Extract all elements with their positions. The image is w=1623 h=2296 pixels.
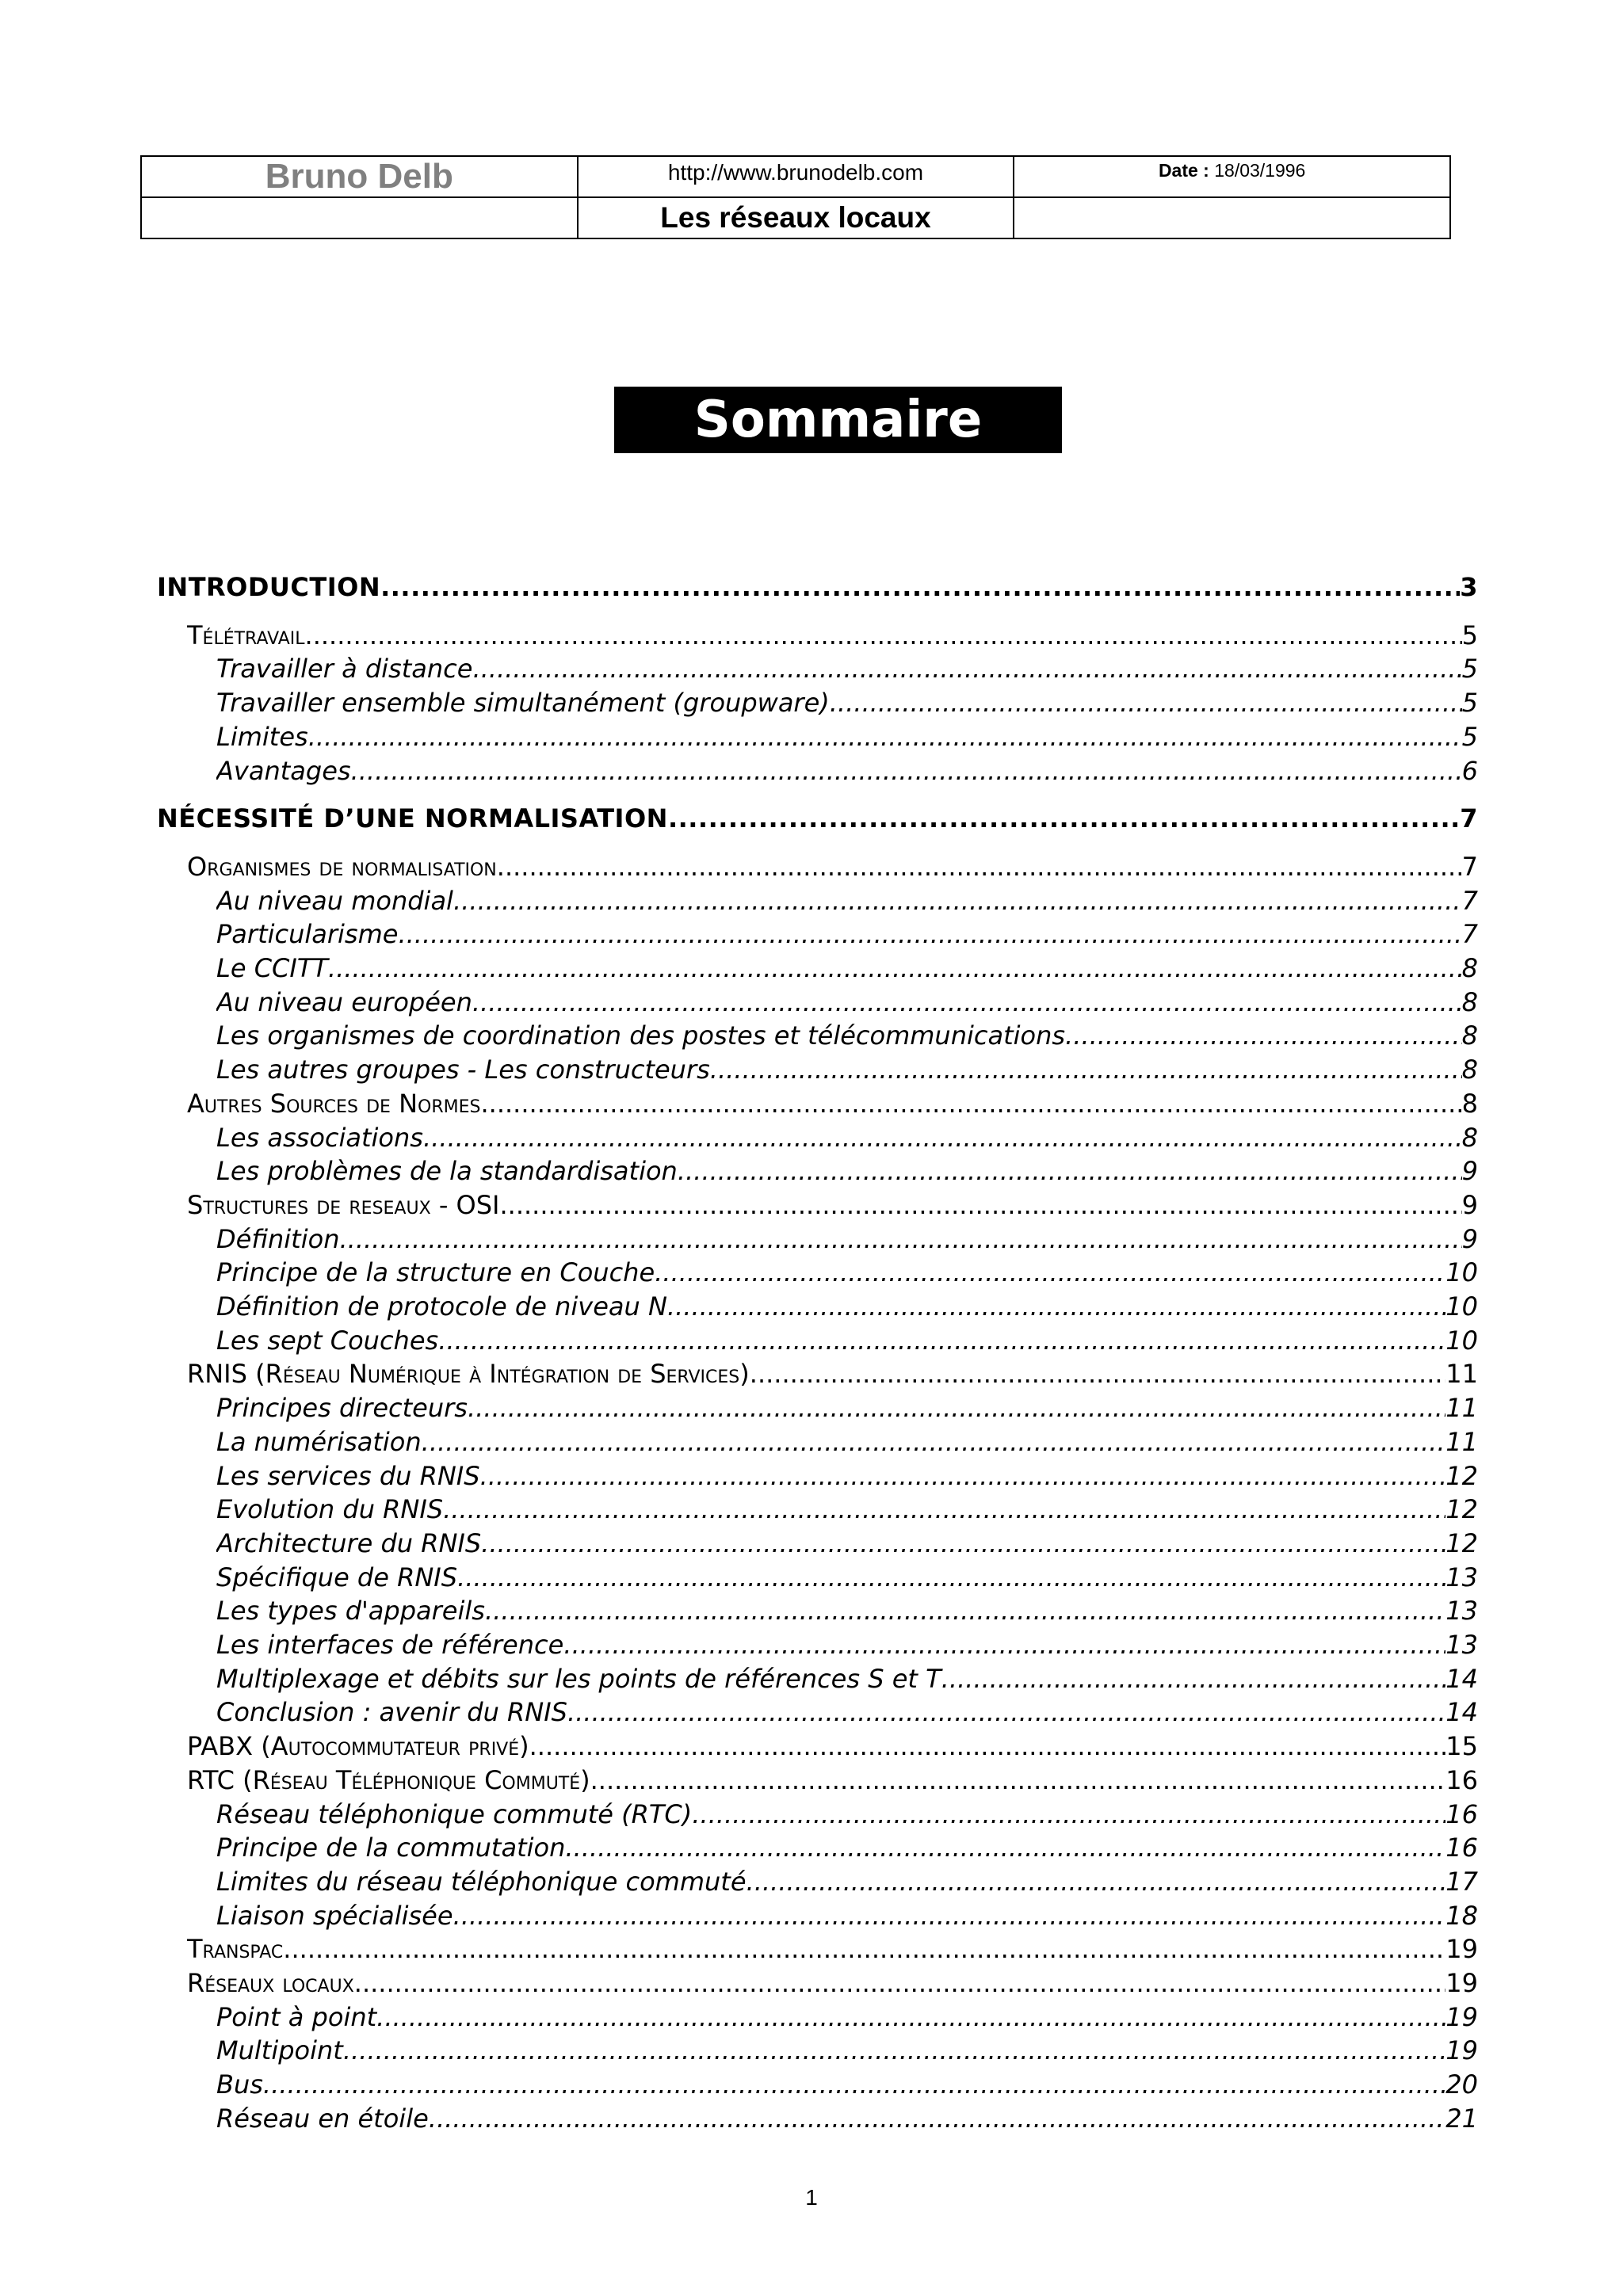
website-url: http://www.brunodelb.com	[578, 156, 1014, 197]
toc-entry[interactable]	[187, 1731, 1478, 1761]
toc-entry[interactable]	[187, 1089, 1478, 1119]
toc-dot-leader	[343, 2035, 1445, 2065]
toc-dot-leader	[499, 1190, 1461, 1220]
toc-entry-page: 11	[1445, 1427, 1478, 1457]
toc-entry[interactable]	[216, 1291, 1478, 1322]
toc-entry-page: 18	[1445, 1901, 1478, 1931]
toc-entry-label: RTC (Réseau Téléphonique Commuté)	[187, 1765, 590, 1795]
toc-entry-label: NÉCESSITÉ D’UNE NORMALISATION	[157, 803, 668, 833]
toc-entry-page: 8	[1461, 1020, 1478, 1051]
toc-entry-label: Définition de protocole de niveau N	[216, 1291, 667, 1322]
toc-entry[interactable]	[216, 722, 1478, 752]
date-value: 18/03/1996	[1214, 160, 1306, 181]
toc-entry-label: Transpac	[187, 1934, 284, 1964]
author-name: Bruno Delb	[141, 156, 578, 197]
toc-entry[interactable]	[157, 803, 1478, 833]
toc-dot-leader	[668, 803, 1460, 833]
toc-entry[interactable]	[216, 1224, 1478, 1254]
toc-entry-label: La numérisation	[216, 1427, 422, 1457]
toc-entry-label: Travailler ensemble simultanément (groupware)	[216, 688, 830, 718]
toc-entry[interactable]	[216, 1461, 1478, 1491]
toc-entry-page: 8	[1461, 1055, 1478, 1085]
toc-entry-page: 9	[1461, 1224, 1478, 1254]
toc-entry-label: Autres Sources de Normes	[187, 1089, 481, 1119]
toc-entry[interactable]	[216, 919, 1478, 949]
toc-entry-page: 5	[1461, 688, 1478, 718]
toc-dot-leader	[457, 1562, 1445, 1592]
toc-entry-page: 7	[1460, 803, 1478, 833]
toc-dot-leader	[429, 2103, 1446, 2134]
toc-entry[interactable]	[216, 1156, 1478, 1186]
toc-entry-page: 16	[1445, 1765, 1478, 1795]
page-number: 1	[805, 2185, 818, 2210]
toc-entry[interactable]	[216, 1833, 1478, 1863]
toc-dot-leader	[480, 1089, 1461, 1119]
toc-entry-page: 7	[1461, 852, 1478, 882]
toc-entry-label: Travailler à distance	[216, 654, 473, 684]
toc-entry[interactable]	[187, 1359, 1478, 1389]
toc-entry-label: Réseaux locaux	[187, 1968, 354, 1998]
toc-entry-label: Les interfaces de référence	[216, 1630, 564, 1660]
toc-entry-label: Définition	[216, 1224, 340, 1254]
toc-entry-label: Organismes de normalisation	[187, 852, 497, 882]
toc-entry-page: 12	[1445, 1461, 1478, 1491]
toc-dot-leader	[438, 1325, 1445, 1356]
toc-entry-page: 8	[1461, 953, 1478, 983]
date-label: Date :	[1158, 160, 1209, 181]
toc-entry-page: 5	[1461, 722, 1478, 752]
toc-dot-leader	[453, 1901, 1446, 1931]
toc-entry[interactable]	[216, 2103, 1478, 2134]
toc-entry[interactable]	[216, 1901, 1478, 1931]
empty-cell	[141, 197, 578, 238]
toc-entry-label: Limites	[216, 722, 308, 752]
toc-entry[interactable]	[216, 1393, 1478, 1423]
toc-entry-page: 10	[1445, 1325, 1478, 1356]
toc-dot-leader	[376, 2002, 1445, 2032]
toc-entry-page: 13	[1445, 1596, 1478, 1626]
toc-entry-label: Conclusion : avenir du RNIS	[216, 1697, 567, 1727]
toc-entry-page: 11	[1445, 1393, 1478, 1423]
toc-entry-label: Les sept Couches	[216, 1325, 439, 1356]
toc-dot-leader	[398, 919, 1461, 949]
toc-entry-page: 16	[1445, 1799, 1478, 1829]
toc-entry-label: Les types d'appareils	[216, 1596, 485, 1626]
toc-entry[interactable]	[216, 1427, 1478, 1457]
toc-entry[interactable]	[157, 572, 1478, 602]
toc-entry-label: Les autres groupes - Les constructeurs	[216, 1055, 710, 1085]
document-subject: Les réseaux locaux	[578, 197, 1014, 238]
toc-entry-label: Les problèmes de la standardisation	[216, 1156, 678, 1186]
toc-entry-page: 19	[1445, 1968, 1478, 1998]
toc-dot-leader	[485, 1596, 1445, 1626]
toc-dot-leader	[563, 1630, 1445, 1660]
toc-dot-leader	[453, 886, 1462, 916]
toc-entry[interactable]	[216, 1799, 1478, 1829]
toc-entry-label: Au niveau européen	[216, 987, 472, 1017]
toc-entry-label: RNIS (Réseau Numérique à Intégration de Services)	[187, 1359, 750, 1389]
toc-entry[interactable]	[216, 953, 1478, 983]
toc-entry-label: Le CCITT	[216, 953, 328, 983]
toc-entry[interactable]	[216, 1596, 1478, 1626]
toc-entry-page: 8	[1461, 1089, 1478, 1119]
toc-entry-page: 6	[1461, 756, 1478, 786]
toc-entry-label: Architecture du RNIS	[216, 1528, 482, 1558]
toc-dot-leader	[710, 1055, 1462, 1085]
toc-entry[interactable]	[216, 1697, 1478, 1727]
toc-entry-label: Structures de reseaux - OSI	[187, 1190, 500, 1220]
toc-entry-label: Liaison spécialisée	[216, 1901, 453, 1931]
toc-entry[interactable]	[216, 2069, 1478, 2100]
toc-dot-leader	[497, 852, 1462, 882]
toc-entry-label: Particularisme	[216, 919, 399, 949]
toc-entry-label: Réseau en étoile	[216, 2103, 429, 2134]
toc-entry-label: Bus	[216, 2069, 263, 2100]
toc-dot-leader	[354, 1968, 1446, 1998]
toc-dot-leader	[590, 1765, 1446, 1795]
toc-dot-leader	[305, 620, 1462, 650]
toc-entry-page: 5	[1461, 620, 1478, 650]
toc-entry[interactable]	[216, 654, 1478, 684]
toc-entry-label: Point à point	[216, 2002, 377, 2032]
toc-entry[interactable]	[216, 1325, 1478, 1356]
toc-dot-leader	[678, 1156, 1462, 1186]
document-header	[140, 155, 1451, 239]
toc-entry[interactable]	[187, 852, 1478, 882]
toc-entry-page: 21	[1445, 2103, 1478, 2134]
toc-entry[interactable]	[216, 1123, 1478, 1153]
toc-entry[interactable]	[187, 620, 1478, 650]
toc-dot-leader	[565, 1833, 1445, 1863]
toc-dot-leader	[351, 756, 1462, 786]
toc-entry-page: 16	[1445, 1833, 1478, 1863]
toc-entry[interactable]	[216, 1630, 1478, 1660]
toc-entry-label: Multipoint	[216, 2035, 343, 2065]
toc-entry-page: 3	[1460, 572, 1478, 602]
toc-entry-page: 12	[1445, 1528, 1478, 1558]
toc-dot-leader	[328, 953, 1462, 983]
toc-dot-leader	[1065, 1020, 1462, 1051]
toc-entry-label: Avantages	[216, 756, 351, 786]
toc-dot-leader	[480, 1461, 1446, 1491]
toc-entry-label: Télétravail	[187, 620, 305, 650]
toc-dot-leader	[423, 1123, 1462, 1153]
toc-dot-leader	[380, 572, 1460, 602]
toc-dot-leader	[283, 1934, 1445, 1964]
toc-dot-leader	[830, 688, 1462, 718]
toc-entry-label: Réseau téléphonique commuté (RTC)	[216, 1799, 693, 1829]
toc-entry-page: 20	[1445, 2069, 1478, 2100]
toc-entry[interactable]	[216, 1664, 1478, 1694]
toc-entry[interactable]	[216, 2035, 1478, 2065]
toc-dot-leader	[567, 1697, 1445, 1727]
toc-entry-page: 15	[1445, 1731, 1478, 1761]
toc-entry-page: 10	[1445, 1257, 1478, 1287]
toc-entry-label: Les associations	[216, 1123, 423, 1153]
toc-dot-leader	[472, 654, 1461, 684]
toc-entry-label: Multiplexage et débits sur les points de références S et T	[216, 1664, 941, 1694]
toc-entry-page: 17	[1445, 1867, 1478, 1897]
toc-entry-page: 19	[1445, 2002, 1478, 2032]
toc-entry-page: 14	[1445, 1664, 1478, 1694]
toc-entry-page: 14	[1445, 1697, 1478, 1727]
toc-entry[interactable]	[216, 1020, 1478, 1051]
toc-entry-label: Les organismes de coordination des postes et télécommunications	[216, 1020, 1066, 1051]
date-cell	[1014, 156, 1450, 197]
empty-cell	[1014, 197, 1450, 238]
toc-dot-leader	[472, 987, 1462, 1017]
toc-entry-page: 7	[1461, 886, 1478, 916]
toc-entry[interactable]	[187, 1934, 1478, 1964]
toc-dot-leader	[308, 722, 1462, 752]
toc-dot-leader	[750, 1359, 1446, 1389]
toc-entry[interactable]	[216, 1867, 1478, 1897]
toc-entry-page: 12	[1445, 1494, 1478, 1524]
toc-entry-page: 13	[1445, 1630, 1478, 1660]
toc-entry-page: 5	[1461, 654, 1478, 684]
toc-entry[interactable]	[216, 1528, 1478, 1558]
toc-dot-leader	[655, 1257, 1445, 1287]
toc-entry-page: 11	[1445, 1359, 1478, 1389]
toc-entry-label: INTRODUCTION	[157, 572, 381, 602]
toc-entry-label: Principe de la commutation	[216, 1833, 566, 1863]
toc-entry-page: 9	[1461, 1190, 1478, 1220]
toc-entry[interactable]	[187, 1765, 1478, 1795]
toc-entry[interactable]	[216, 1055, 1478, 1085]
page-title: Sommaire	[614, 387, 1062, 453]
toc-entry[interactable]	[216, 886, 1478, 916]
toc-entry-label: Limites du réseau téléphonique commuté	[216, 1867, 747, 1897]
toc-entry[interactable]	[216, 756, 1478, 786]
toc-entry-page: 10	[1445, 1291, 1478, 1322]
toc-dot-leader	[422, 1427, 1446, 1457]
toc-entry-page: 8	[1461, 1123, 1478, 1153]
toc-entry[interactable]	[216, 1494, 1478, 1524]
toc-dot-leader	[263, 2069, 1445, 2100]
toc-dot-leader	[941, 1664, 1446, 1694]
toc-entry-page: 19	[1445, 1934, 1478, 1964]
toc-entry-label: Principe de la structure en Couche	[216, 1257, 655, 1287]
toc-entry-label: Au niveau mondial	[216, 886, 453, 916]
toc-entry-page: 8	[1461, 987, 1478, 1017]
toc-dot-leader	[667, 1291, 1445, 1322]
toc-entry[interactable]	[216, 1562, 1478, 1592]
toc-dot-leader	[747, 1867, 1446, 1897]
toc-entry-label: Principes directeurs	[216, 1393, 468, 1423]
toc-dot-leader	[481, 1528, 1445, 1558]
toc-dot-leader	[692, 1799, 1445, 1829]
toc-entry-page: 13	[1445, 1562, 1478, 1592]
toc-dot-leader	[339, 1224, 1461, 1254]
toc-dot-leader	[468, 1393, 1445, 1423]
toc-entry[interactable]	[216, 2002, 1478, 2032]
toc-dot-leader	[443, 1494, 1445, 1524]
toc-entry-label: Les services du RNIS	[216, 1461, 480, 1491]
toc-entry-label: PABX (Autocommutateur privé)	[187, 1731, 529, 1761]
toc-entry[interactable]	[216, 1257, 1478, 1287]
toc-entry[interactable]	[187, 1968, 1478, 1998]
toc-entry[interactable]	[216, 688, 1478, 718]
toc-entry[interactable]	[216, 987, 1478, 1017]
toc-dot-leader	[529, 1731, 1446, 1761]
toc-entry-page: 7	[1461, 919, 1478, 949]
toc-entry[interactable]	[187, 1190, 1478, 1220]
toc-entry-label: Evolution du RNIS	[216, 1494, 444, 1524]
toc-entry-label: Spécifique de RNIS	[216, 1562, 458, 1592]
toc-entry-page: 9	[1461, 1156, 1478, 1186]
toc-entry-page: 19	[1445, 2035, 1478, 2065]
